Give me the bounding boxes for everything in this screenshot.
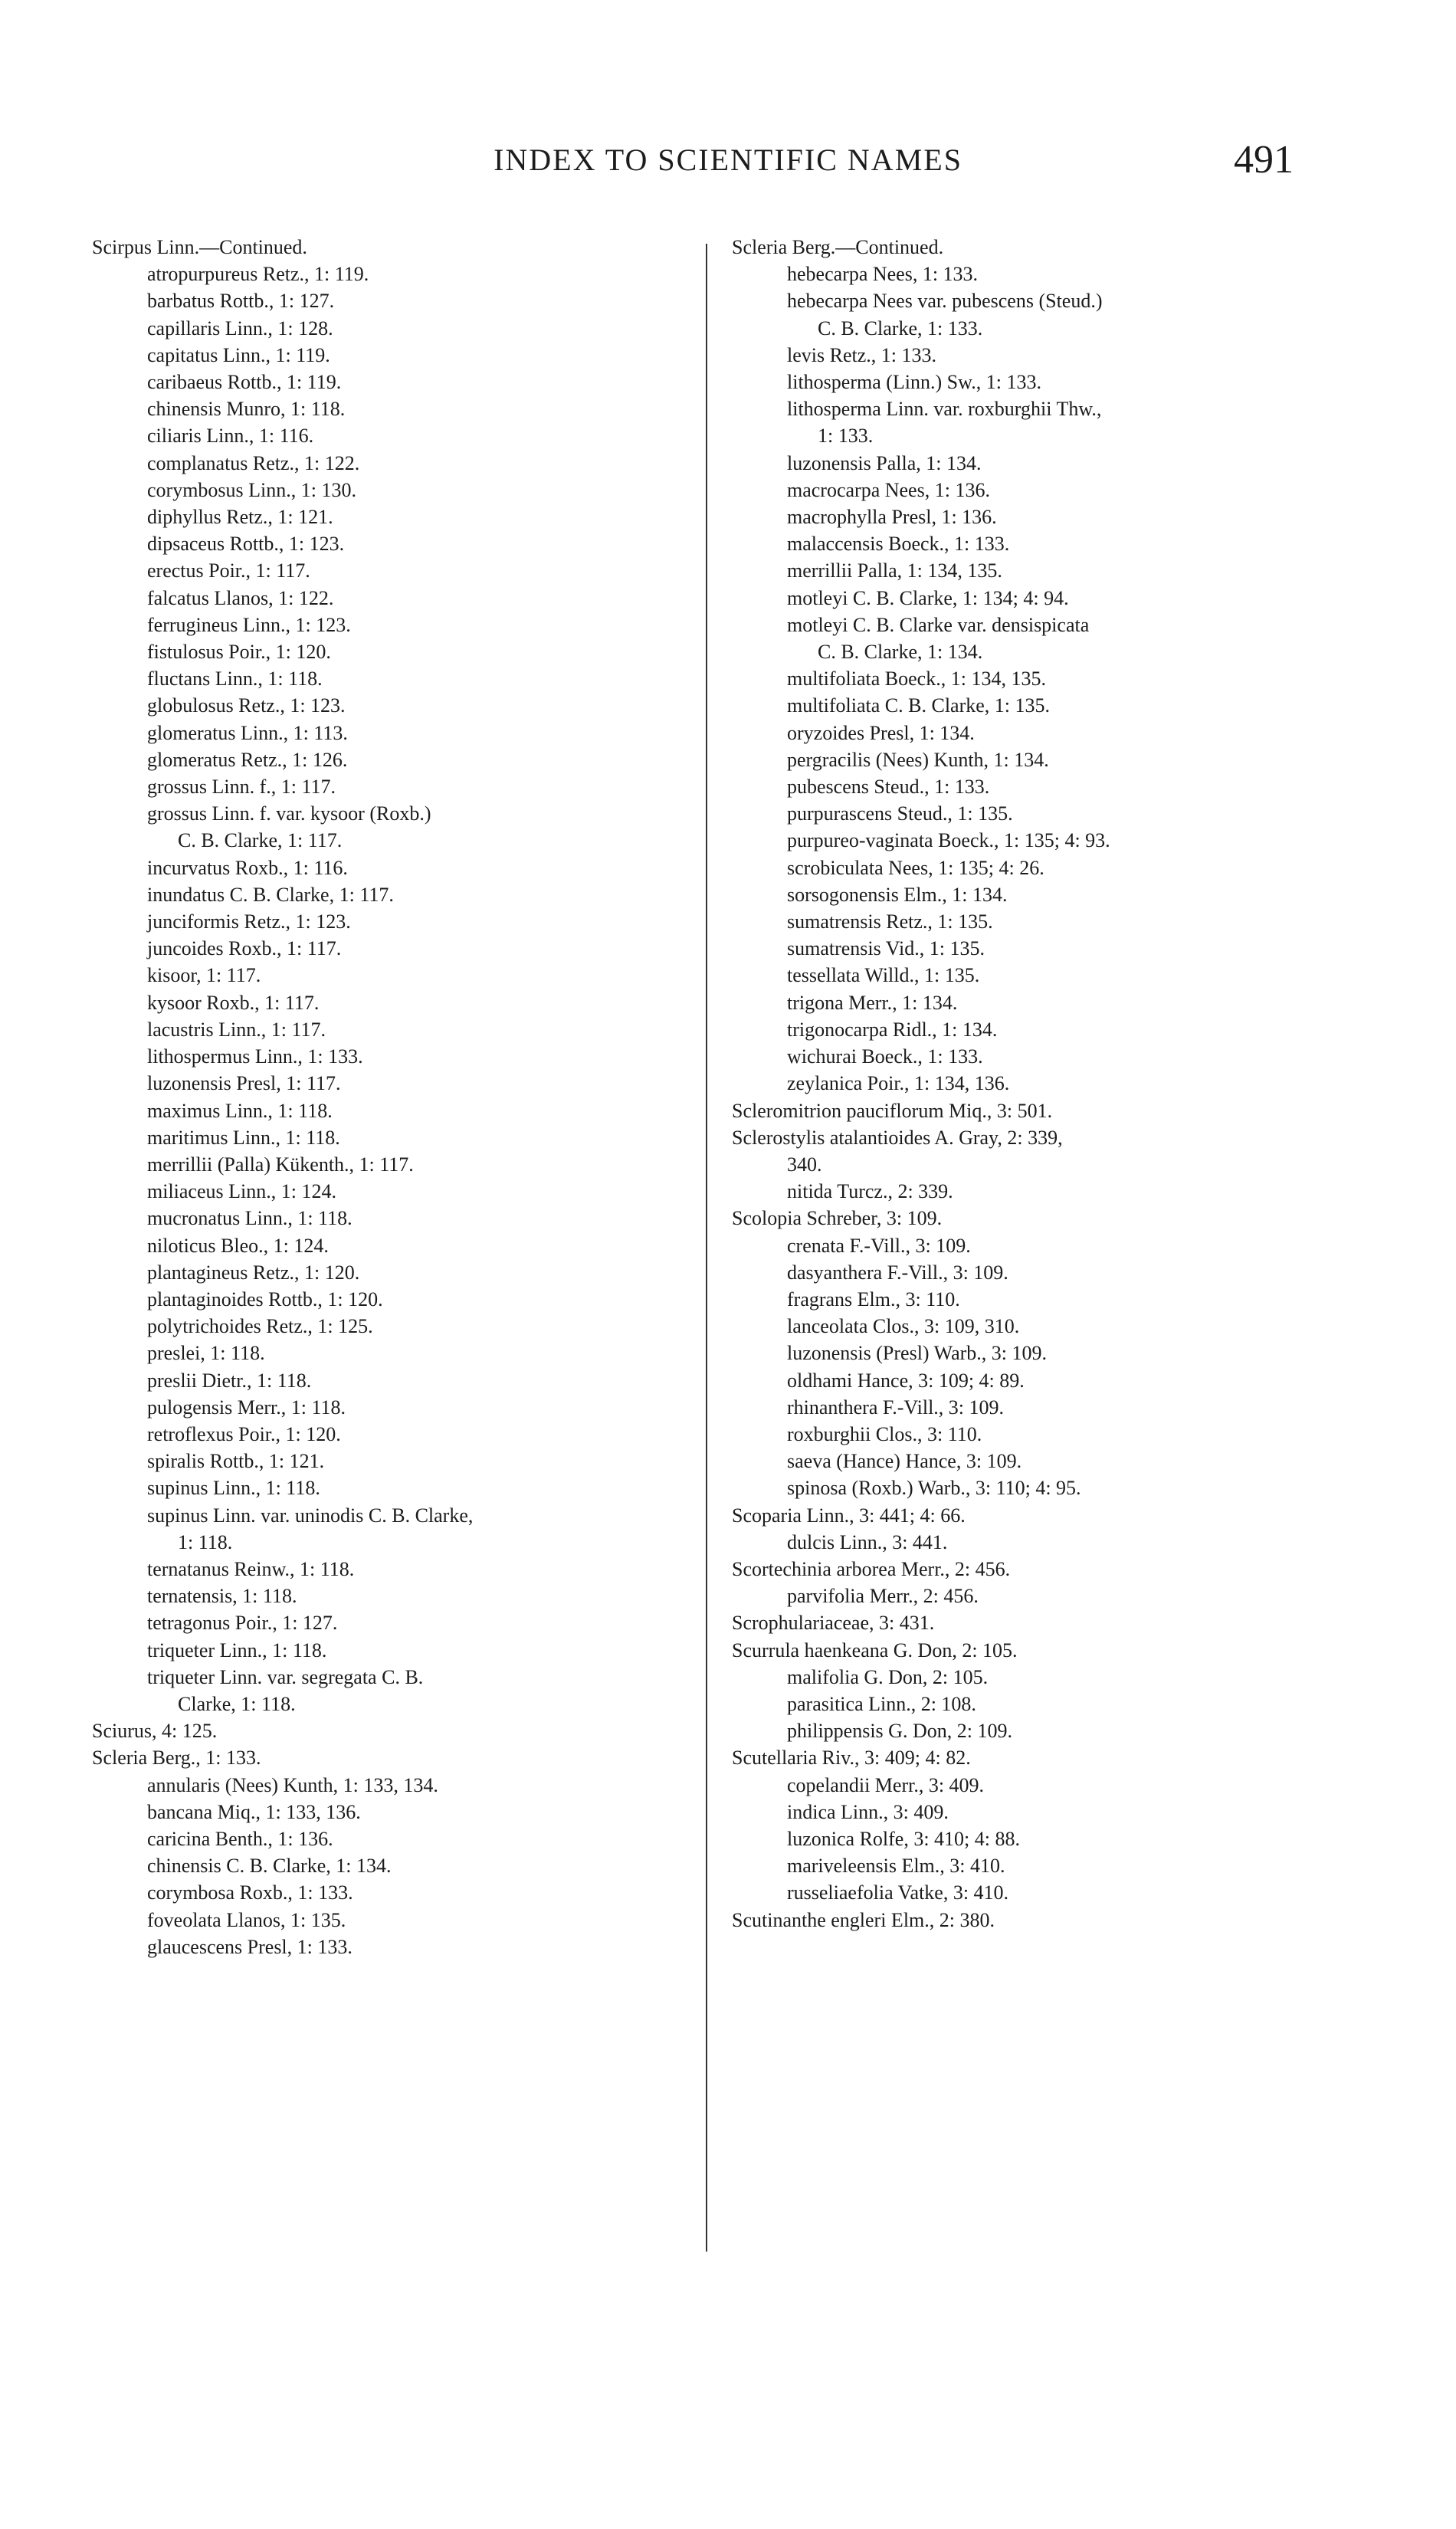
entry-text: junciformis Retz., 1: 123. xyxy=(147,910,351,933)
entry-text: triqueter Linn. var. segregata C. B. xyxy=(147,1665,424,1688)
entry-text: nitida Turcz., 2: 339. xyxy=(787,1180,953,1203)
index-entry-sub xyxy=(92,369,690,395)
index-entry-sub xyxy=(732,477,1330,504)
entry-text: indica Linn., 3: 409. xyxy=(787,1800,949,1823)
index-entry-sub xyxy=(732,1529,1330,1556)
entry-text: niloticus Bleo., 1: 124. xyxy=(147,1234,329,1257)
index-entry-sub xyxy=(92,881,690,908)
index-column-right xyxy=(732,234,1330,1934)
index-entry-sub xyxy=(732,369,1330,395)
index-entry-sub xyxy=(732,1394,1330,1421)
index-entry-sub xyxy=(732,1421,1330,1448)
entry-text: Scortechinia arborea Merr., 2: 456. xyxy=(732,1557,1011,1580)
index-entry-sub xyxy=(732,881,1330,908)
index-entry-sub xyxy=(732,395,1330,422)
index-entry-sub xyxy=(732,827,1330,854)
entry-text: supinus Linn. var. uninodis C. B. Clarke, xyxy=(147,1504,474,1527)
entry-text: malaccensis Boeck., 1: 133. xyxy=(787,533,1010,556)
entry-text: capillaris Linn., 1: 128. xyxy=(147,317,333,339)
entry-text: scrobiculata Nees, 1: 135; 4: 26. xyxy=(787,856,1044,879)
entry-text: grossus Linn. f., 1: 117. xyxy=(147,776,336,799)
index-entry-main xyxy=(732,1502,1330,1529)
entry-text: glaucescens Presl, 1: 133. xyxy=(147,1935,353,1958)
index-entry-sub xyxy=(732,585,1330,612)
entry-text: fragrans Elm., 3: 110. xyxy=(787,1287,960,1310)
entry-text: oryzoides Presl, 1: 134. xyxy=(787,721,975,744)
entry-text: luzonensis Palla, 1: 134. xyxy=(787,451,982,474)
page-title: INDEX TO SCIENTIFIC NAMES xyxy=(494,143,962,177)
index-entry-sub xyxy=(732,342,1330,369)
index-entry-sub xyxy=(92,261,690,287)
index-entry-main xyxy=(732,1205,1330,1232)
entry-text: miliaceus Linn., 1: 124. xyxy=(147,1180,336,1203)
index-entry-sub xyxy=(732,1691,1330,1717)
index-entry-sub xyxy=(92,1205,690,1232)
entry-text: preslei, 1: 118. xyxy=(147,1342,265,1365)
index-entry-sub xyxy=(92,477,690,504)
index-entry-sub xyxy=(92,450,690,477)
index-column-left xyxy=(92,234,690,1960)
index-entry-sub xyxy=(92,935,690,962)
entry-text: globulosus Retz., 1: 123. xyxy=(147,694,346,717)
entry-text: tessellata Willd., 1: 135. xyxy=(787,964,980,987)
entry-text: Scirpus Linn.—Continued. xyxy=(92,236,307,258)
entry-text: roxburghii Clos., 3: 110. xyxy=(787,1422,982,1445)
index-entry-sub xyxy=(92,1664,690,1691)
index-entry-sub xyxy=(732,1825,1330,1852)
index-entry-sub xyxy=(732,1043,1330,1070)
entry-text: polytrichoides Retz., 1: 125. xyxy=(147,1315,373,1338)
index-entry-sub xyxy=(732,287,1330,314)
entry-text: motleyi C. B. Clarke, 1: 134; 4: 94. xyxy=(787,586,1069,609)
index-entry-main xyxy=(92,1717,690,1744)
index-entry-sub xyxy=(732,1799,1330,1825)
entry-text: lacustris Linn., 1: 117. xyxy=(147,1018,326,1041)
index-entry-sub xyxy=(92,422,690,449)
entry-text: parvifolia Merr., 2: 456. xyxy=(787,1585,979,1608)
entry-text: kysoor Roxb., 1: 117. xyxy=(147,991,320,1014)
index-entry-sub xyxy=(732,746,1330,773)
entry-continuation: C. B. Clarke, 1: 133. xyxy=(818,317,983,339)
entry-text: grossus Linn. f. var. kysoor (Roxb.) xyxy=(147,802,431,825)
entry-continuation: C. B. Clarke, 1: 117. xyxy=(178,829,343,852)
index-entry-sub xyxy=(732,962,1330,989)
index-entry-sub xyxy=(92,1772,690,1799)
entry-text: philippensis G. Don, 2: 109. xyxy=(787,1720,1012,1743)
index-entry-sub xyxy=(732,800,1330,827)
entry-text: maritimus Linn., 1: 118. xyxy=(147,1126,340,1149)
index-entry-sub xyxy=(92,665,690,692)
index-entry-sub xyxy=(732,1259,1330,1286)
entry-text: hebecarpa Nees, 1: 133. xyxy=(787,263,979,286)
index-entry-sub xyxy=(92,1799,690,1825)
entry-text: corymbosus Linn., 1: 130. xyxy=(147,478,356,501)
entry-text: Scleria Berg., 1: 133. xyxy=(92,1747,261,1770)
entry-text: ciliaris Linn., 1: 116. xyxy=(147,425,314,448)
index-entry-sub xyxy=(92,1583,690,1609)
entry-text: levis Retz., 1: 133. xyxy=(787,343,936,366)
index-entry-sub xyxy=(732,854,1330,881)
entry-text: pulogensis Merr., 1: 118. xyxy=(147,1396,346,1419)
entry-text: capitatus Linn., 1: 119. xyxy=(147,343,330,366)
entry-text: triqueter Linn., 1: 118. xyxy=(147,1638,327,1661)
index-entry-sub xyxy=(92,1313,690,1340)
entry-text: Scutellaria Riv., 3: 409; 4: 82. xyxy=(732,1747,971,1770)
index-entry-sub xyxy=(732,504,1330,530)
entry-text: Scrophulariaceae, 3: 431. xyxy=(732,1612,935,1635)
entry-text: falcatus Llanos, 1: 122. xyxy=(147,586,334,609)
index-entry-sub xyxy=(732,612,1330,638)
entry-text: zeylanica Poir., 1: 134, 136. xyxy=(787,1072,1010,1095)
index-entry-sub xyxy=(732,1016,1330,1043)
index-entry-sub xyxy=(732,1367,1330,1394)
index-entry-sub xyxy=(92,530,690,557)
entry-text: erectus Poir., 1: 117. xyxy=(147,559,310,582)
index-entry-sub xyxy=(732,665,1330,692)
entry-text: plantaginoides Rottb., 1: 120. xyxy=(147,1287,383,1310)
index-entry-sub xyxy=(732,1852,1330,1879)
entry-text: Scutinanthe engleri Elm., 2: 380. xyxy=(732,1908,995,1931)
entry-text: rhinanthera F.-Vill., 3: 109. xyxy=(787,1396,1005,1419)
index-entry-main xyxy=(732,1097,1330,1124)
index-entry-sub xyxy=(732,1583,1330,1609)
entry-text: parasitica Linn., 2: 108. xyxy=(787,1692,976,1715)
entry-text: foveolata Llanos, 1: 135. xyxy=(147,1908,346,1931)
entry-text: tetragonus Poir., 1: 127. xyxy=(147,1612,338,1635)
index-entry-sub xyxy=(92,1016,690,1043)
index-entry-sub xyxy=(92,585,690,612)
entry-text: lithospermus Linn., 1: 133. xyxy=(147,1045,363,1068)
index-entry-sub xyxy=(732,1772,1330,1799)
entry-text: spinosa (Roxb.) Warb., 3: 110; 4: 95. xyxy=(787,1477,1081,1500)
entry-text: pubescens Steud., 1: 133. xyxy=(787,776,990,799)
entry-text: merrillii Palla, 1: 134, 135. xyxy=(787,559,1002,582)
entry-text: complanatus Retz., 1: 122. xyxy=(147,451,360,474)
index-entry-main xyxy=(732,234,1330,261)
entry-continuation: C. B. Clarke, 1: 134. xyxy=(818,641,983,664)
entry-text: purpureo-vaginata Boeck., 1: 135; 4: 93. xyxy=(787,829,1110,852)
index-entry-main xyxy=(732,1556,1330,1583)
entry-text: Scleromitrion pauciflorum Miq., 3: 501. xyxy=(732,1099,1053,1122)
index-entry-sub xyxy=(92,1474,690,1501)
page-number: 491 xyxy=(1234,138,1294,182)
entry-text: caricina Benth., 1: 136. xyxy=(147,1827,333,1850)
index-entry-sub xyxy=(92,1286,690,1313)
page-header xyxy=(0,138,1456,203)
index-entry-main xyxy=(92,234,690,261)
entry-text: multifoliata Boeck., 1: 134, 135. xyxy=(787,668,1046,690)
entry-text: incurvatus Roxb., 1: 116. xyxy=(147,856,348,879)
entry-text: macrophylla Presl, 1: 136. xyxy=(787,506,997,529)
index-entry-sub xyxy=(92,720,690,746)
index-entry-sub xyxy=(92,1825,690,1852)
entry-text: russeliaefolia Vatke, 3: 410. xyxy=(787,1881,1009,1904)
entry-text: dulcis Linn., 3: 441. xyxy=(787,1530,948,1553)
entry-text: bancana Miq., 1: 133, 136. xyxy=(147,1800,361,1823)
entry-text: sumatrensis Vid., 1: 135. xyxy=(787,937,985,960)
entry-text: ternatanus Reinw., 1: 118. xyxy=(147,1557,355,1580)
index-entry-sub xyxy=(92,342,690,369)
index-entry-sub xyxy=(92,638,690,665)
index-entry-sub xyxy=(732,935,1330,962)
entry-text: atropurpureus Retz., 1: 119. xyxy=(147,263,369,286)
entry-text: glomeratus Linn., 1: 113. xyxy=(147,721,348,744)
column-divider xyxy=(706,244,707,2252)
index-entry-sub xyxy=(92,854,690,881)
index-entry-sub xyxy=(732,1340,1330,1366)
entry-text: dasyanthera F.-Vill., 3: 109. xyxy=(787,1261,1008,1284)
index-entry-sub xyxy=(92,692,690,719)
entry-text: fluctans Linn., 1: 118. xyxy=(147,668,323,690)
index-entry-sub xyxy=(92,1879,690,1906)
entry-text: Scoparia Linn., 3: 441; 4: 66. xyxy=(732,1504,966,1527)
index-entry-sub xyxy=(732,1474,1330,1501)
index-entry-sub xyxy=(92,395,690,422)
entry-text: preslii Dietr., 1: 118. xyxy=(147,1369,312,1392)
entry-text: sumatrensis Retz., 1: 135. xyxy=(787,910,993,933)
entry-text: luzonica Rolfe, 3: 410; 4: 88. xyxy=(787,1827,1021,1850)
index-entry-sub xyxy=(92,557,690,584)
entry-text: pergracilis (Nees) Kunth, 1: 134. xyxy=(787,748,1049,771)
index-entry-sub xyxy=(732,1448,1330,1474)
index-entry-sub xyxy=(92,1151,690,1178)
entry-text: barbatus Rottb., 1: 127. xyxy=(147,290,335,313)
index-entry-sub xyxy=(92,1043,690,1070)
entry-text: fistulosus Poir., 1: 120. xyxy=(147,641,331,664)
index-entry-sub xyxy=(732,261,1330,287)
index-entry-sub xyxy=(732,989,1330,1016)
entry-continuation: Clarke, 1: 118. xyxy=(178,1692,296,1715)
index-entry-sub xyxy=(92,908,690,935)
index-entry-sub xyxy=(92,1097,690,1124)
index-entry-main xyxy=(732,1124,1330,1151)
entry-text: motleyi C. B. Clarke var. densispicata xyxy=(787,613,1090,636)
entry-text: multifoliata C. B. Clarke, 1: 135. xyxy=(787,694,1051,717)
entry-text: retroflexus Poir., 1: 120. xyxy=(147,1422,341,1445)
entry-text: Scurrula haenkeana G. Don, 2: 105. xyxy=(732,1638,1018,1661)
index-entry-main xyxy=(732,1907,1330,1934)
entry-text: macrocarpa Nees, 1: 136. xyxy=(787,478,990,501)
index-entry-sub xyxy=(92,1367,690,1394)
entry-text: spiralis Rottb., 1: 121. xyxy=(147,1450,325,1473)
entry-text: Scolopia Schreber, 3: 109. xyxy=(732,1207,943,1230)
index-entry-sub xyxy=(92,1124,690,1151)
index-entry-sub xyxy=(732,1313,1330,1340)
entry-text: purpurascens Steud., 1: 135. xyxy=(787,802,1013,825)
entry-text: caribaeus Rottb., 1: 119. xyxy=(147,371,342,394)
index-entry-sub xyxy=(92,1637,690,1664)
entry-text: dipsaceus Rottb., 1: 123. xyxy=(147,533,345,556)
entry-text: trigonocarpa Ridl., 1: 134. xyxy=(787,1018,998,1041)
entry-text: juncoides Roxb., 1: 117. xyxy=(147,937,342,960)
entry-text: inundatus C. B. Clarke, 1: 117. xyxy=(147,883,394,906)
index-entry-sub xyxy=(92,962,690,989)
index-entry-sub xyxy=(732,1232,1330,1259)
entry-text: maximus Linn., 1: 118. xyxy=(147,1099,333,1122)
entry-text: lithosperma Linn. var. roxburghii Thw., xyxy=(787,398,1102,421)
index-entry-sub xyxy=(732,1286,1330,1313)
entry-text: Scleria Berg.—Continued. xyxy=(732,236,944,258)
entry-text: glomeratus Retz., 1: 126. xyxy=(147,748,348,771)
index-entry-sub xyxy=(92,612,690,638)
index-entry-sub xyxy=(92,1178,690,1205)
entry-text: ferrugineus Linn., 1: 123. xyxy=(147,613,351,636)
index-entry-sub xyxy=(732,450,1330,477)
entry-text: oldhami Hance, 3: 109; 4: 89. xyxy=(787,1369,1025,1392)
index-entry-sub xyxy=(732,1664,1330,1691)
index-entry-sub xyxy=(92,504,690,530)
index-entry-sub xyxy=(92,800,690,827)
index-entry-sub xyxy=(92,287,690,314)
entry-text: mucronatus Linn., 1: 118. xyxy=(147,1207,353,1230)
index-entry-sub xyxy=(92,315,690,342)
entry-text: sorsogonensis Elm., 1: 134. xyxy=(787,883,1008,906)
index-entry-sub xyxy=(92,746,690,773)
index-entry-sub xyxy=(92,1070,690,1097)
index-entry-sub xyxy=(732,720,1330,746)
index-entry-sub xyxy=(92,1556,690,1583)
index-entry-sub xyxy=(92,1934,690,1960)
entry-text: supinus Linn., 1: 118. xyxy=(147,1477,320,1500)
entry-text: lanceolata Clos., 3: 109, 310. xyxy=(787,1315,1020,1338)
entry-continuation: 1: 133. xyxy=(818,425,874,448)
entry-text: luzonensis (Presl) Warb., 3: 109. xyxy=(787,1342,1047,1365)
index-entry-sub xyxy=(92,1340,690,1366)
index-entry-sub xyxy=(92,1609,690,1636)
index-entry-sub xyxy=(732,908,1330,935)
entry-text: lithosperma (Linn.) Sw., 1: 133. xyxy=(787,371,1041,394)
index-entry-sub xyxy=(732,1070,1330,1097)
index-entry-sub xyxy=(92,1502,690,1529)
entry-text: wichurai Boeck., 1: 133. xyxy=(787,1045,983,1068)
entry-text: crenata F.-Vill., 3: 109. xyxy=(787,1234,971,1257)
entry-text: Sciurus, 4: 125. xyxy=(92,1720,218,1743)
entry-text: mariveleensis Elm., 3: 410. xyxy=(787,1855,1005,1878)
entry-text: luzonensis Presl, 1: 117. xyxy=(147,1072,341,1095)
index-entry-sub xyxy=(732,692,1330,719)
entry-continuation: 1: 118. xyxy=(178,1530,233,1553)
entry-text: chinensis Munro, 1: 118. xyxy=(147,398,346,421)
index-entry-sub xyxy=(92,1448,690,1474)
index-entry-sub xyxy=(732,1178,1330,1205)
index-entry-sub xyxy=(92,1852,690,1879)
index-entry-sub xyxy=(732,1717,1330,1744)
entry-text: malifolia G. Don, 2: 105. xyxy=(787,1665,989,1688)
index-entry-sub xyxy=(732,773,1330,800)
index-entry-sub xyxy=(732,1879,1330,1906)
index-entry-sub xyxy=(92,1907,690,1934)
index-entry-sub xyxy=(92,1259,690,1286)
entry-text: chinensis C. B. Clarke, 1: 134. xyxy=(147,1855,392,1878)
index-entry-main xyxy=(732,1637,1330,1664)
index-entry-sub xyxy=(92,1232,690,1259)
entry-text: diphyllus Retz., 1: 121. xyxy=(147,506,333,529)
index-entry-main xyxy=(732,1609,1330,1636)
index-entry-sub xyxy=(732,530,1330,557)
entry-text: kisoor, 1: 117. xyxy=(147,964,261,987)
entry-text: hebecarpa Nees var. pubescens (Steud.) xyxy=(787,290,1103,313)
index-entry-sub xyxy=(92,1394,690,1421)
index-entry-sub xyxy=(92,989,690,1016)
entry-text: ternatensis, 1: 118. xyxy=(147,1585,297,1608)
index-entry-sub xyxy=(732,557,1330,584)
entry-text: copelandii Merr., 3: 409. xyxy=(787,1773,985,1796)
entry-continuation: 340. xyxy=(787,1153,822,1176)
index-entry-main xyxy=(92,1744,690,1771)
entry-text: trigona Merr., 1: 134. xyxy=(787,991,958,1014)
index-entry-sub xyxy=(92,773,690,800)
entry-text: merrillii (Palla) Kükenth., 1: 117. xyxy=(147,1153,414,1176)
index-entry-sub xyxy=(92,1421,690,1448)
entry-text: saeva (Hance) Hance, 3: 109. xyxy=(787,1450,1022,1473)
entry-text: annularis (Nees) Kunth, 1: 133, 134. xyxy=(147,1773,438,1796)
entry-text: corymbosa Roxb., 1: 133. xyxy=(147,1881,353,1904)
entry-text: Sclerostylis atalantioides A. Gray, 2: 339, xyxy=(732,1126,1063,1149)
entry-text: plantagineus Retz., 1: 120. xyxy=(147,1261,360,1284)
index-entry-main xyxy=(732,1744,1330,1771)
